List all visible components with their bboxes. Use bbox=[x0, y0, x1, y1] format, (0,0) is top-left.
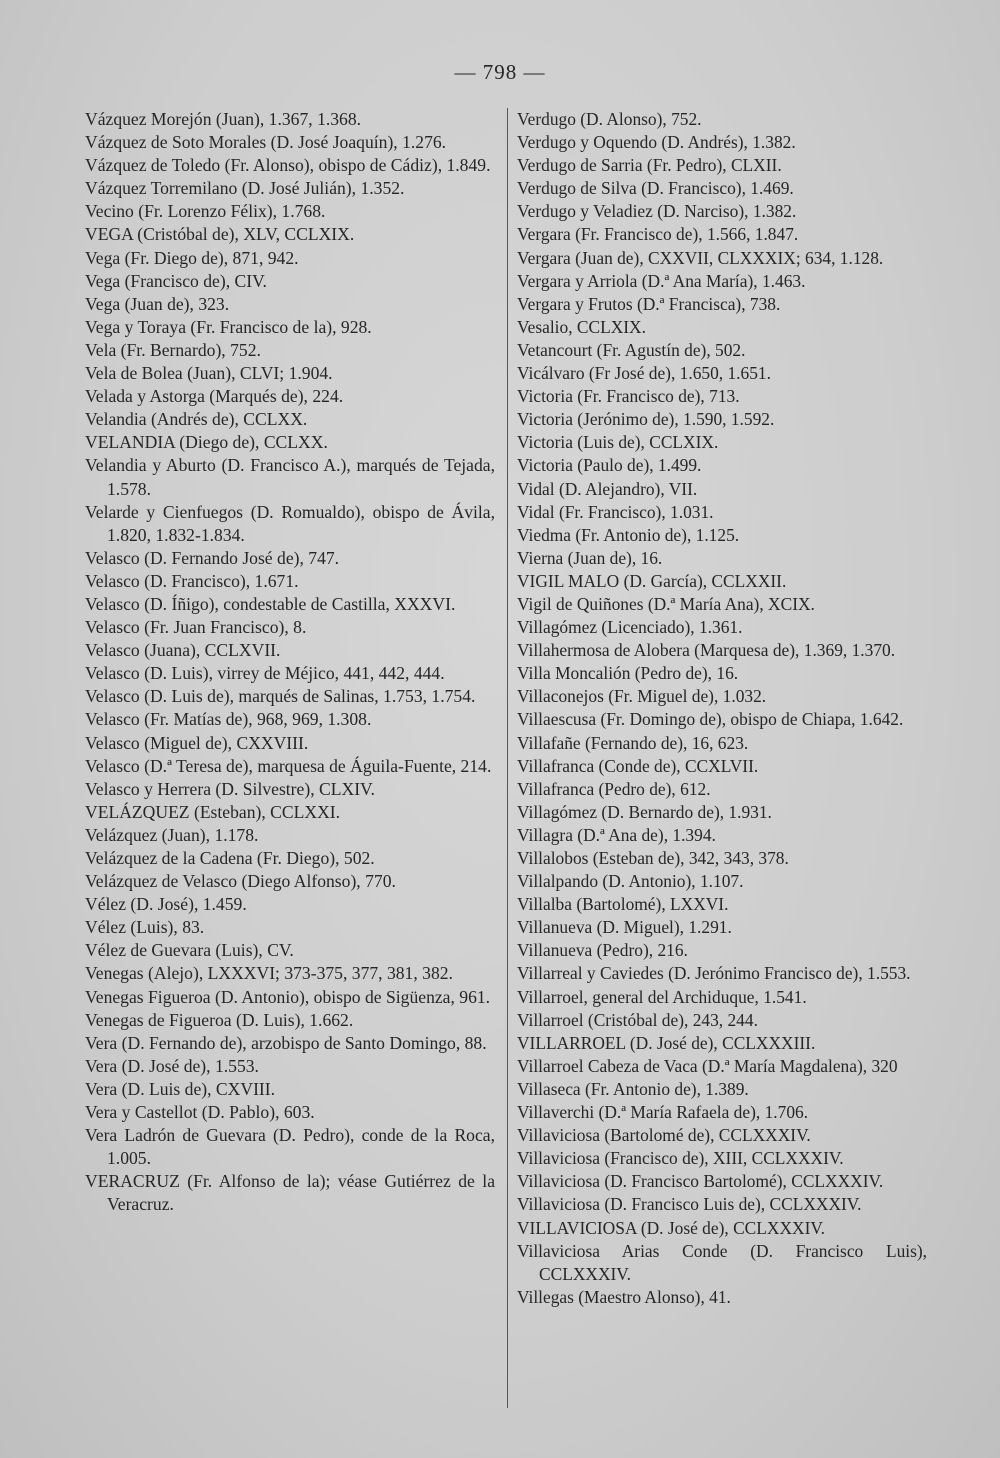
index-entry: Vela (Fr. Bernardo), 752. bbox=[85, 339, 261, 360]
index-column-right bbox=[517, 108, 927, 1309]
index-entry: Vera y Castellot (D. Pablo), 603. bbox=[85, 1102, 315, 1123]
index-entry: Villaviciosa Arias Conde (D. Francisco Luis), CCLXXXIV. bbox=[517, 1240, 927, 1284]
index-entry: Villaviciosa (Francisco de), XIII, CCLXXXIV. bbox=[517, 1148, 844, 1169]
index-entry: Villaconejos (Fr. Miguel de), 1.032. bbox=[517, 686, 767, 707]
index-entry: Velasco (D. Francisco), 1.671. bbox=[85, 570, 299, 591]
index-entry: Velasco (Fr. Matías de), 968, 969, 1.308. bbox=[85, 709, 372, 730]
index-entry: Villafranca (Pedro de), 612. bbox=[517, 778, 711, 799]
index-entry: Villagra (D.ª Ana de), 1.394. bbox=[517, 824, 716, 845]
index-entry: Velázquez (Juan), 1.178. bbox=[85, 824, 259, 845]
index-entry: Vega (Juan de), 323. bbox=[85, 293, 230, 314]
index-entry: Vázquez de Toledo (Fr. Alonso), obispo de Cádiz), 1.849. bbox=[85, 155, 491, 176]
index-entry: Villaverchi (D.ª María Rafaela de), 1.706. bbox=[517, 1102, 809, 1123]
index-entry: Villarroel, general del Archiduque, 1.541. bbox=[517, 986, 807, 1007]
index-entry: Villaviciosa (D. Francisco Luis de), CCLXXXIV. bbox=[517, 1194, 862, 1215]
index-entry: Vela de Bolea (Juan), CLVI; 1.904. bbox=[85, 363, 333, 384]
index-entry: Velázquez de la Cadena (Fr. Diego), 502. bbox=[85, 848, 375, 868]
index-entry: Vierna (Juan de), 16. bbox=[517, 547, 663, 568]
index-entry: Vega y Toraya (Fr. Francisco de la), 928. bbox=[85, 316, 372, 337]
index-entry: Vetancourt (Fr. Agustín de), 502. bbox=[517, 339, 746, 360]
index-entry: Verdugo (D. Alonso), 752. bbox=[517, 109, 702, 129]
index-entry: Vicálvaro (Fr José de), 1.650, 1.651. bbox=[517, 363, 771, 384]
index-entry: Velasco y Herrera (D. Silvestre), CLXIV. bbox=[85, 778, 375, 799]
index-entry: Vidal (Fr. Francisco), 1.031. bbox=[517, 501, 714, 522]
index-entry: Villalpando (D. Antonio), 1.107. bbox=[517, 871, 744, 892]
index-entry: Velarde y Cienfuegos (D. Romualdo), obispo de Ávila, 1.820, 1.832-1.834. bbox=[85, 501, 495, 545]
index-entry: Velasco (Miguel de), CXXVIII. bbox=[85, 732, 309, 753]
index-entry: Verdugo de Sarria (Fr. Pedro), CLXII. bbox=[517, 155, 782, 176]
index-entry: Velázquez de Velasco (Diego Alfonso), 770. bbox=[85, 871, 396, 892]
index-entry: Velasco (Juana), CCLXVII. bbox=[85, 640, 281, 661]
index-entry: Vázquez Torremilano (D. José Julián), 1.352. bbox=[85, 178, 405, 199]
index-entry: Vergara (Fr. Francisco de), 1.566, 1.847. bbox=[517, 224, 799, 245]
index-entry: Velandia y Aburto (D. Francisco A.), marqués de Tejada, 1.578. bbox=[85, 455, 495, 499]
index-entry: Villaviciosa (Bartolomé de), CCLXXXIV. bbox=[517, 1125, 811, 1146]
index-entry: Vergara (Juan de), CXXVII, CLXXXIX; 634, 1.128. bbox=[517, 247, 884, 268]
index-entry: VEGA (Cristóbal de), XLV, CCLXIX. bbox=[85, 224, 355, 245]
index-entry: Vera Ladrón de Guevara (D. Pedro), conde de la Roca, 1.005. bbox=[85, 1125, 495, 1169]
index-entry: Vera (D. José de), 1.553. bbox=[85, 1055, 259, 1076]
index-entry: Villarreal y Caviedes (D. Jerónimo Francisco de), 1.553. bbox=[517, 963, 911, 984]
index-column-left bbox=[85, 108, 495, 1217]
index-entry: Villegas (Maestro Alonso), 41. bbox=[517, 1286, 731, 1307]
index-entry: Victoria (Paulo de), 1.499. bbox=[517, 455, 702, 476]
index-entry: Velasco (D. Luis de), marqués de Salinas, 1.753, 1.754. bbox=[85, 686, 476, 707]
index-entry: VILLARROEL (D. José de), CCLXXXIII. bbox=[517, 1032, 816, 1053]
index-entry: Villanueva (D. Miguel), 1.291. bbox=[517, 917, 732, 938]
index-entry: Villagómez (D. Bernardo de), 1.931. bbox=[517, 801, 772, 822]
index-entry: Villaseca (Fr. Antonio de), 1.389. bbox=[517, 1078, 749, 1099]
index-entry: Villahermosa de Alobera (Marquesa de), 1.369, 1.370. bbox=[517, 640, 896, 661]
index-entry: Venegas de Figueroa (D. Luis), 1.662. bbox=[85, 1009, 354, 1030]
index-entry: Villaescusa (Fr. Domingo de), obispo de Chiapa, 1.642. bbox=[517, 709, 904, 730]
index-entry: Velada y Astorga (Marqués de), 224. bbox=[85, 386, 344, 407]
index-entry: Vesalio, CCLXIX. bbox=[517, 316, 646, 337]
index-entry: Velasco (Fr. Juan Francisco), 8. bbox=[85, 617, 307, 638]
index-entry: Villalobos (Esteban de), 342, 343, 378. bbox=[517, 848, 789, 868]
index-entry: Victoria (Jerónimo de), 1.590, 1.592. bbox=[517, 409, 775, 430]
index-entry: VILLAVICIOSA (D. José de), CCLXXXIV. bbox=[517, 1217, 826, 1238]
index-entry: Vega (Fr. Diego de), 871, 942. bbox=[85, 247, 299, 268]
index-entry: Vázquez de Soto Morales (D. José Joaquín), 1.276. bbox=[85, 132, 447, 153]
index-entry: Villarroel Cabeza de Vaca (D.ª María Magdalena), 320 bbox=[517, 1055, 898, 1076]
index-entry: Vera (D. Luis de), CXVIII. bbox=[85, 1078, 276, 1099]
index-entry: Venegas Figueroa (D. Antonio), obispo de Sigüenza, 961. bbox=[85, 986, 491, 1007]
index-entry: Vecino (Fr. Lorenzo Félix), 1.768. bbox=[85, 201, 326, 222]
index-entry: Vélez de Guevara (Luis), CV. bbox=[85, 940, 294, 961]
index-entry: Verdugo y Oquendo (D. Andrés), 1.382. bbox=[517, 132, 796, 153]
index-entry: Vigil de Quiñones (D.ª María Ana), XCIX. bbox=[517, 593, 815, 614]
index-entry: Villa Moncalión (Pedro de), 16. bbox=[517, 663, 739, 684]
index-entry: Velasco (D.ª Teresa de), marquesa de Águila-Fuente, 214. bbox=[85, 755, 492, 776]
index-entry: Venegas (Alejo), LXXXVI; 373-375, 377, 381, 382. bbox=[85, 963, 453, 984]
index-entry: Villafranca (Conde de), CCXLVII. bbox=[517, 755, 759, 776]
index-entry: Villanueva (Pedro), 216. bbox=[517, 940, 688, 961]
index-entry: Vergara y Frutos (D.ª Francisca), 738. bbox=[517, 293, 781, 314]
index-entry: Vega (Francisco de), CIV. bbox=[85, 270, 267, 291]
index-entry: Velasco (D. Íñigo), condestable de Castilla, XXXVI. bbox=[85, 593, 456, 614]
index-entry: Vergara y Arriola (D.ª Ana María), 1.463. bbox=[517, 270, 806, 291]
index-entry: Villarroel (Cristóbal de), 243, 244. bbox=[517, 1009, 758, 1030]
index-entry: Vélez (Luis), 83. bbox=[85, 917, 205, 938]
index-entry: Vázquez Morejón (Juan), 1.367, 1.368. bbox=[85, 109, 362, 129]
index-entry: Victoria (Fr. Francisco de), 713. bbox=[517, 386, 740, 407]
index-entry: Velasco (D. Fernando José de), 747. bbox=[85, 547, 340, 568]
index-entry: Verdugo y Veladiez (D. Narciso), 1.382. bbox=[517, 201, 797, 222]
index-entry: VERACRUZ (Fr. Alfonso de la); véase Gutiérrez de la Veracruz. bbox=[85, 1171, 495, 1215]
index-entry: Villafañe (Fernando de), 16, 623. bbox=[517, 732, 749, 753]
index-entry: Vera (D. Fernando de), arzobispo de Santo Domingo, 88. bbox=[85, 1032, 487, 1053]
index-entry: Villagómez (Licenciado), 1.361. bbox=[517, 617, 743, 638]
index-entry: Viedma (Fr. Antonio de), 1.125. bbox=[517, 524, 740, 545]
index-entry: Villaviciosa (D. Francisco Bartolomé), CCLXXXIV. bbox=[517, 1171, 884, 1192]
index-entry: Velasco (D. Luis), virrey de Méjico, 441, 442, 444. bbox=[85, 663, 445, 684]
index-entry: Villalba (Bartolomé), LXXVI. bbox=[517, 894, 729, 915]
index-entry: Verdugo de Silva (D. Francisco), 1.469. bbox=[517, 178, 794, 199]
column-divider bbox=[507, 108, 508, 1408]
index-entry: Velandia (Andrés de), CCLXX. bbox=[85, 409, 308, 430]
page-number: — 798 — bbox=[454, 60, 546, 84]
index-entry: Vélez (D. José), 1.459. bbox=[85, 894, 247, 915]
index-entry: VIGIL MALO (D. García), CCLXXII. bbox=[517, 570, 787, 591]
index-entry: VELANDIA (Diego de), CCLXX. bbox=[85, 432, 328, 453]
index-entry: Vidal (D. Alejandro), VII. bbox=[517, 478, 698, 499]
index-entry: VELÁZQUEZ (Esteban), CCLXXI. bbox=[85, 801, 341, 822]
index-entry: Victoria (Luis de), CCLXIX. bbox=[517, 432, 719, 453]
